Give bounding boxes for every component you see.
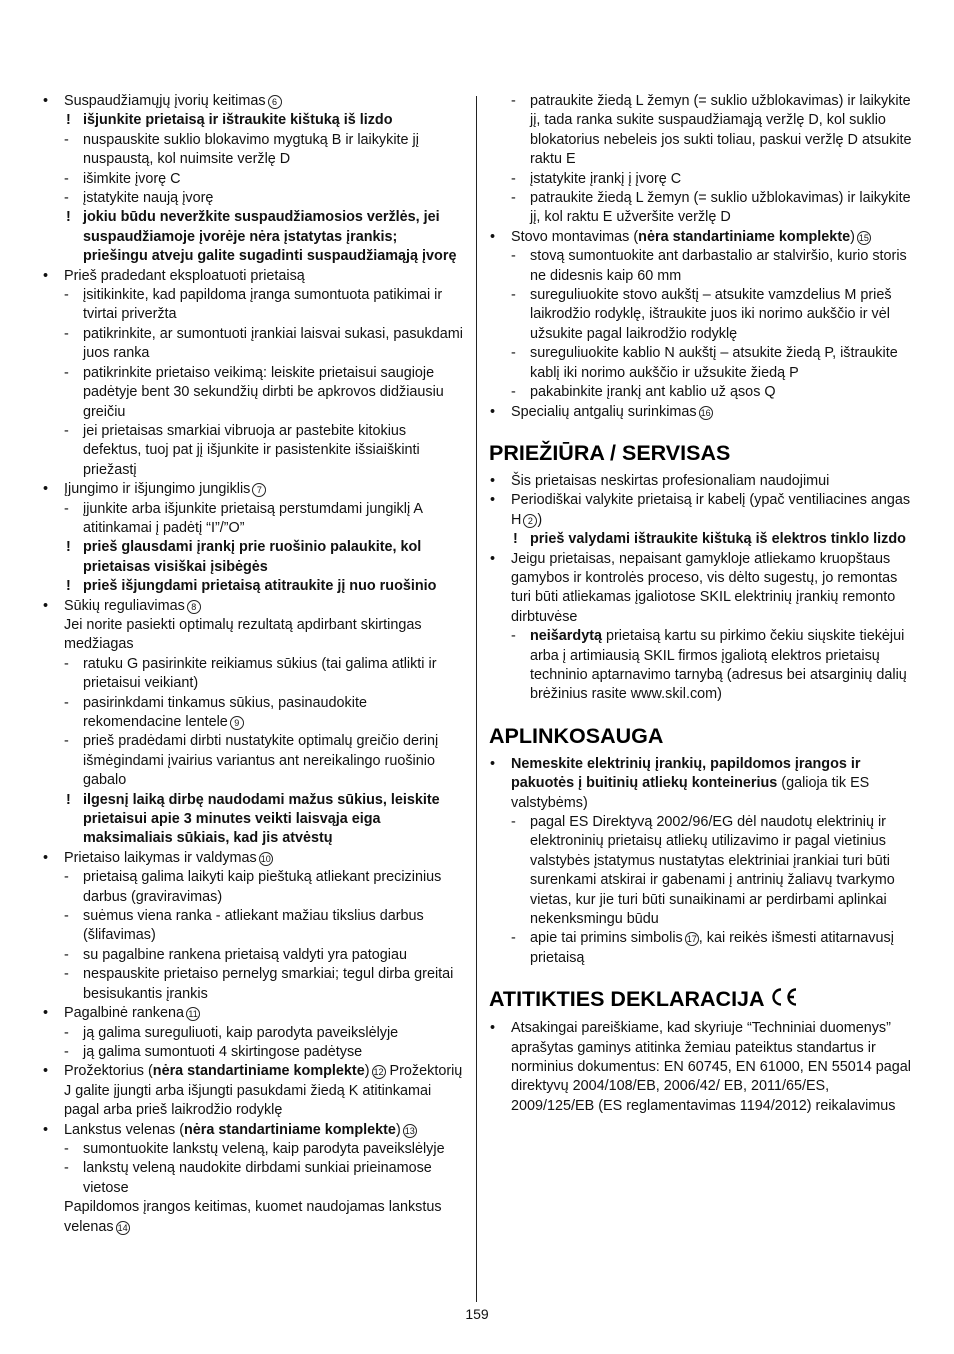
section-spacer [489, 968, 914, 986]
item-text: nuspauskite suklio blokavimo mygtuką B ir laikykite jį nuspaustą, kol nuimsite veržlę D [83, 131, 419, 168]
item-text: sumontuokite lankstų veleną, kaip parodyta paveikslėlyje [83, 1140, 445, 1157]
item-bold-text: nėra standartiniame komplekte [184, 1121, 396, 1138]
item-bold-text: nėra standartiniame komplekte [152, 1063, 365, 1080]
ce-mark-icon [769, 987, 799, 1013]
item-text: įstatykite įrankį į įvorę C [530, 170, 682, 187]
sub-item [489, 92, 914, 170]
item-bold-text: neišardytą [530, 628, 602, 645]
sub-item [42, 422, 466, 480]
bullet-item [489, 491, 914, 530]
item-text: pasirinkdami tinkamus sūkius, pasinaudokite rekomendacine lentele [83, 694, 367, 730]
page-number: 159 [465, 1306, 489, 1322]
sub-item [42, 286, 466, 325]
item-text: sureguliuokite stovo aukštį – atsukite vamzdelius M prieš laikrodžio rodyklę, ištraukite juos iki norimo aukščio ir vėl užsukite pagal laikrodžio rodyklę [530, 287, 892, 342]
item-text: nespauskite prietaiso pernelyg smarkiai; tegul dirba greitai besisukantis įrankis [83, 966, 454, 1002]
sub-item [42, 946, 466, 965]
item-text: patraukite žiedą L žemyn (= suklio užblokavimas) ir laikykite jį, kol raktu E užveršite veržlę D [530, 190, 911, 226]
item-text: Pagalbinė rankena [64, 1005, 185, 1022]
section-heading [489, 440, 914, 466]
item-text: ) [395, 1121, 401, 1138]
left-column [42, 92, 466, 1237]
paragraph [42, 616, 466, 655]
item-text: Prožektorius ( [64, 1063, 153, 1080]
item-text: ilgesnį laiką dirbę naudodami mažus sūkius, leiskite prietaisui apie 3 minutes veikti laisvąja eiga maksimaliais sūkiais, kad jis atvėstų [83, 791, 440, 847]
item-text: išimkite įvorę C [83, 170, 181, 187]
item-text: prieš glausdami įrankį prie ruošinio palaukite, kol prietaisas visiškai įsibėgės [83, 539, 422, 575]
figure-ref-badge: 12 [373, 1067, 384, 1078]
figure-ref-badge: 15 [858, 232, 869, 243]
sub-item [489, 189, 914, 228]
bullet-item [42, 1062, 466, 1120]
item-text: PRIEŽIŪRA / SERVISAS [489, 440, 731, 465]
item-text: , kai reikės išmesti atitarnavusį prietaisą [530, 930, 894, 966]
section-heading [489, 723, 914, 749]
bullet-item [489, 755, 914, 813]
figure-ref-badge: 11 [186, 1007, 200, 1021]
sub-item [42, 732, 466, 790]
item-text: Lankstus velenas ( [64, 1121, 184, 1138]
sub-item [42, 189, 466, 208]
item-text: su pagalbine rankena prietaisą valdyti yra patogiau [83, 946, 408, 963]
item-text: jokiu būdu neveržkite suspaudžiamosios veržlės, jei suspaudžiamoje įvorėje nėra įstatytas įrankis; priešingu atveju galite sugadinti suspaudžiamąją įvorę [83, 209, 457, 265]
bullet-item [489, 472, 914, 491]
bullet-item [42, 597, 466, 616]
sub-item [489, 286, 914, 344]
item-text: Prietaiso laikymas ir valdymas [64, 849, 257, 866]
item-text: ) [364, 1063, 370, 1080]
sub-item [489, 813, 914, 929]
item-text: pakabinkite įrankį ant kablio už ąsos Q [530, 384, 776, 401]
item-text: Sūkių reguliavimas [64, 597, 185, 614]
figure-ref-badge: 16 [700, 407, 711, 418]
item-text: Įjungimo ir išjungimo jungiklis [64, 481, 251, 498]
bullet-item [42, 92, 466, 111]
sub-item [489, 383, 914, 402]
figure-ref-badge: 2 [523, 514, 537, 528]
item-text: Specialių antgalių surinkimas [511, 403, 697, 420]
figure-ref-badge: 9 [230, 716, 244, 730]
sub-item [489, 247, 914, 286]
figure-ref-badge: 13 [404, 1125, 415, 1136]
item-text: įsitikinkite, kad papildoma įranga sumontuota patikimai ir tvirtai priveržta [83, 287, 443, 323]
item-text: prietaisą galima laikyti kaip pieštuką atliekant precizinius darbus (graviravimas) [83, 869, 442, 905]
item-text: ) [850, 228, 855, 245]
sub-item [42, 1024, 466, 1043]
sub-item [42, 1159, 466, 1198]
sub-item [42, 364, 466, 422]
sub-item [42, 170, 466, 189]
sub-item [42, 1043, 466, 1062]
item-text: Prieš pradedant eksploatuoti prietaisą [64, 267, 305, 284]
section-spacer [489, 422, 914, 440]
item-text: Papildomos įrangos keitimas, kuomet naudojamas lankstus velenas [64, 1199, 442, 1235]
bullet-item [489, 403, 914, 422]
item-text: Suspaudžiamųjų įvorių keitimas [64, 93, 266, 109]
figure-ref-badge: 10 [260, 853, 271, 864]
sub-item [42, 131, 466, 170]
warning-item [42, 538, 466, 577]
item-bold-text: Nemeskite elektrinių įrankių, papildomos įrangos ir pakuotės į buitinių atliekų konteinerius [511, 755, 861, 792]
item-text: (galioja tik ES valstybėms) [511, 775, 870, 811]
item-text: įjunkite arba išjunkite prietaisą perstumdami jungiklį A atitinkamai į padėtį “I”/”O” [83, 500, 423, 536]
sub-item [489, 170, 914, 189]
paragraph [42, 1198, 466, 1237]
item-text: ATITIKTIES DEKLARACIJA [489, 987, 765, 1012]
item-text: Atsakingai pareiškiame, kad skyriuje “Techniniai duomenys” aprašytas gaminys atitinka žemiau pateiktus standartus ir norminius dokumentus: EN 60745, EN 61000, EN 55014 pagal direktyvų 2004/108/EB, 2006/42/ EB, 2011/65/ES, 2009/125/EB (ES reglamentavimas 1194/2012) reikalavimus [511, 1020, 911, 1114]
item-text: prieš pradėdami dirbti nustatykite optimalų greičio derinį išmėgindami įvairius variantus ant nereikalingo ruošinio gabalo [83, 733, 439, 789]
item-text: sureguliuokite kablio N aukštį – atsukite žiedą P, ištraukite kablį iki norimo aukščio ir užsukite žiedą P [530, 345, 898, 381]
sub-item [489, 344, 914, 383]
item-text: apie tai primins simbolis [530, 930, 683, 947]
sub-item [42, 325, 466, 364]
figure-ref-badge: 6 [268, 95, 282, 109]
section-heading [489, 986, 914, 1013]
section-spacer [489, 705, 914, 723]
sub-item [42, 907, 466, 946]
item-text: lankstų veleną naudokite dirbdami sunkiai prieinamose vietose [83, 1160, 432, 1196]
bullet-item [489, 1019, 914, 1116]
item-text: patraukite žiedą L žemyn (= suklio užblokavimas) ir laikykite jį, tada ranka sukite suspaudžiamąją veržlę D, kol suklio blokatorius nebeleis jos sukti toliau, paskui veržlę D atsukite raktu E [530, 93, 912, 168]
bullet-item [42, 480, 466, 499]
item-text: Jeigu prietaisas, nepaisant gamykloje atliekamo kruopštaus gamybos ir kontrolės proceso, vis dėlto sugestų, jo remontas turi būti atliekamas įgaliotose SKIL elektrinių įrankių remonto dirbtuvėse [511, 550, 898, 625]
item-text: ) [537, 511, 543, 528]
warning-item [42, 791, 466, 849]
item-text: patikrinkite, ar sumontuoti įrankiai laisvai sukasi, pasukdami juos ranka [83, 325, 463, 362]
bullet-item [42, 267, 466, 286]
item-text: įstatykite naują įvorę [83, 190, 214, 207]
sub-item [42, 694, 466, 733]
sub-item [42, 965, 466, 1004]
figure-ref-badge: 14 [117, 1222, 128, 1233]
item-text: išjunkite prietaisą ir ištraukite kištuką iš lizdo [83, 112, 393, 129]
item-text: Jei norite pasiekti optimalų rezultatą apdirbant skirtingas medžiagas [64, 616, 422, 653]
sub-item [42, 1140, 466, 1159]
item-text: jei prietaisas smarkiai vibruoja ar pastebite kitokius defektus, tuoj pat jį išjunkite ir pasistenkite išsiaiškinti priežastį [83, 422, 420, 478]
item-text: ją galima sumontuoti 4 skirtingose padėtyse [83, 1043, 363, 1060]
item-bold-text: nėra standartiniame komplekte [638, 228, 851, 245]
warning-item [489, 530, 914, 549]
bullet-item [489, 228, 914, 247]
item-text: APLINKOSAUGA [489, 723, 664, 748]
item-text: Prožektorių J galite įjungti arba išjungti pasukdami žiedą K atitinkamai pagal arba prieš laikrodžio rodyklę [64, 1063, 463, 1119]
sub-item [489, 627, 914, 705]
figure-ref-badge: 8 [187, 600, 201, 614]
item-text: patikrinkite prietaiso veikimą: leiskite prietaisui saugioje padėtyje bent 30 sekundžių dirbti be apkrovos didžiausiu greičiu [83, 364, 444, 420]
item-text: ją galima sureguliuoti, kaip parodyta paveikslėlyje [83, 1024, 399, 1041]
item-text: suėmus viena ranka - atliekant mažiau tikslius darbus (šlifavimas) [83, 908, 424, 944]
warning-item [42, 111, 466, 130]
right-column [489, 92, 914, 1116]
item-text: prietaisą kartu su pirkimo čekiu siųskite tiekėjui arba į artimiausią SKIL firmos įgaliotą elektros prietaisų techninio aptarnavimo tarnybą (adresus bei atsarginių dalių brėžinius rasite www.skil.com) [530, 628, 907, 703]
warning-item [42, 208, 466, 266]
figure-ref-badge: 17 [686, 934, 697, 945]
item-text: stovą sumontuokite ant darbastalio ar stalviršio, kurio storis ne didesnis kaip 60 mm [530, 248, 907, 284]
item-text: Stovo montavimas ( [511, 228, 639, 245]
item-text: prieš išjungdami prietaisą atitraukite jį nuo ruošinio [83, 578, 437, 595]
bullet-item [489, 550, 914, 628]
bullet-item [42, 849, 466, 868]
sub-item [42, 655, 466, 694]
sub-item [42, 500, 466, 539]
sub-item [42, 868, 466, 907]
item-text: ratuku G pasirinkite reikiamus sūkius (tai galima atlikti ir prietaisui veikiant) [83, 655, 437, 692]
bullet-item [42, 1004, 466, 1023]
column-divider [476, 96, 477, 1302]
sub-item [489, 929, 914, 968]
figure-ref-badge: 7 [252, 483, 266, 497]
bullet-item [42, 1121, 466, 1140]
warning-item [42, 577, 466, 596]
item-text: prieš valydami ištraukite kištuką iš elektros tinklo lizdo [530, 531, 906, 548]
item-text: Šis prietaisas neskirtas profesionaliam naudojimui [511, 472, 830, 489]
item-text: pagal ES Direktyvą 2002/96/EG dėl naudotų elektrinių ir elektroninių prietaisų atliekų utilizavimo ir pagal vietinius valstybės įstatymus nustatytas elektriniai įrankiai turi būti surenkami atskirai ir gabenami į antrinių žaliavų tvarkymo vietas, kur jie turi būti sunaikinami ar perdirbami aplinkai nekenksmingu būdu [530, 814, 895, 928]
item-text: Periodiškai valykite prietaisą ir kabelį (ypač ventiliacines angas H [511, 492, 911, 528]
